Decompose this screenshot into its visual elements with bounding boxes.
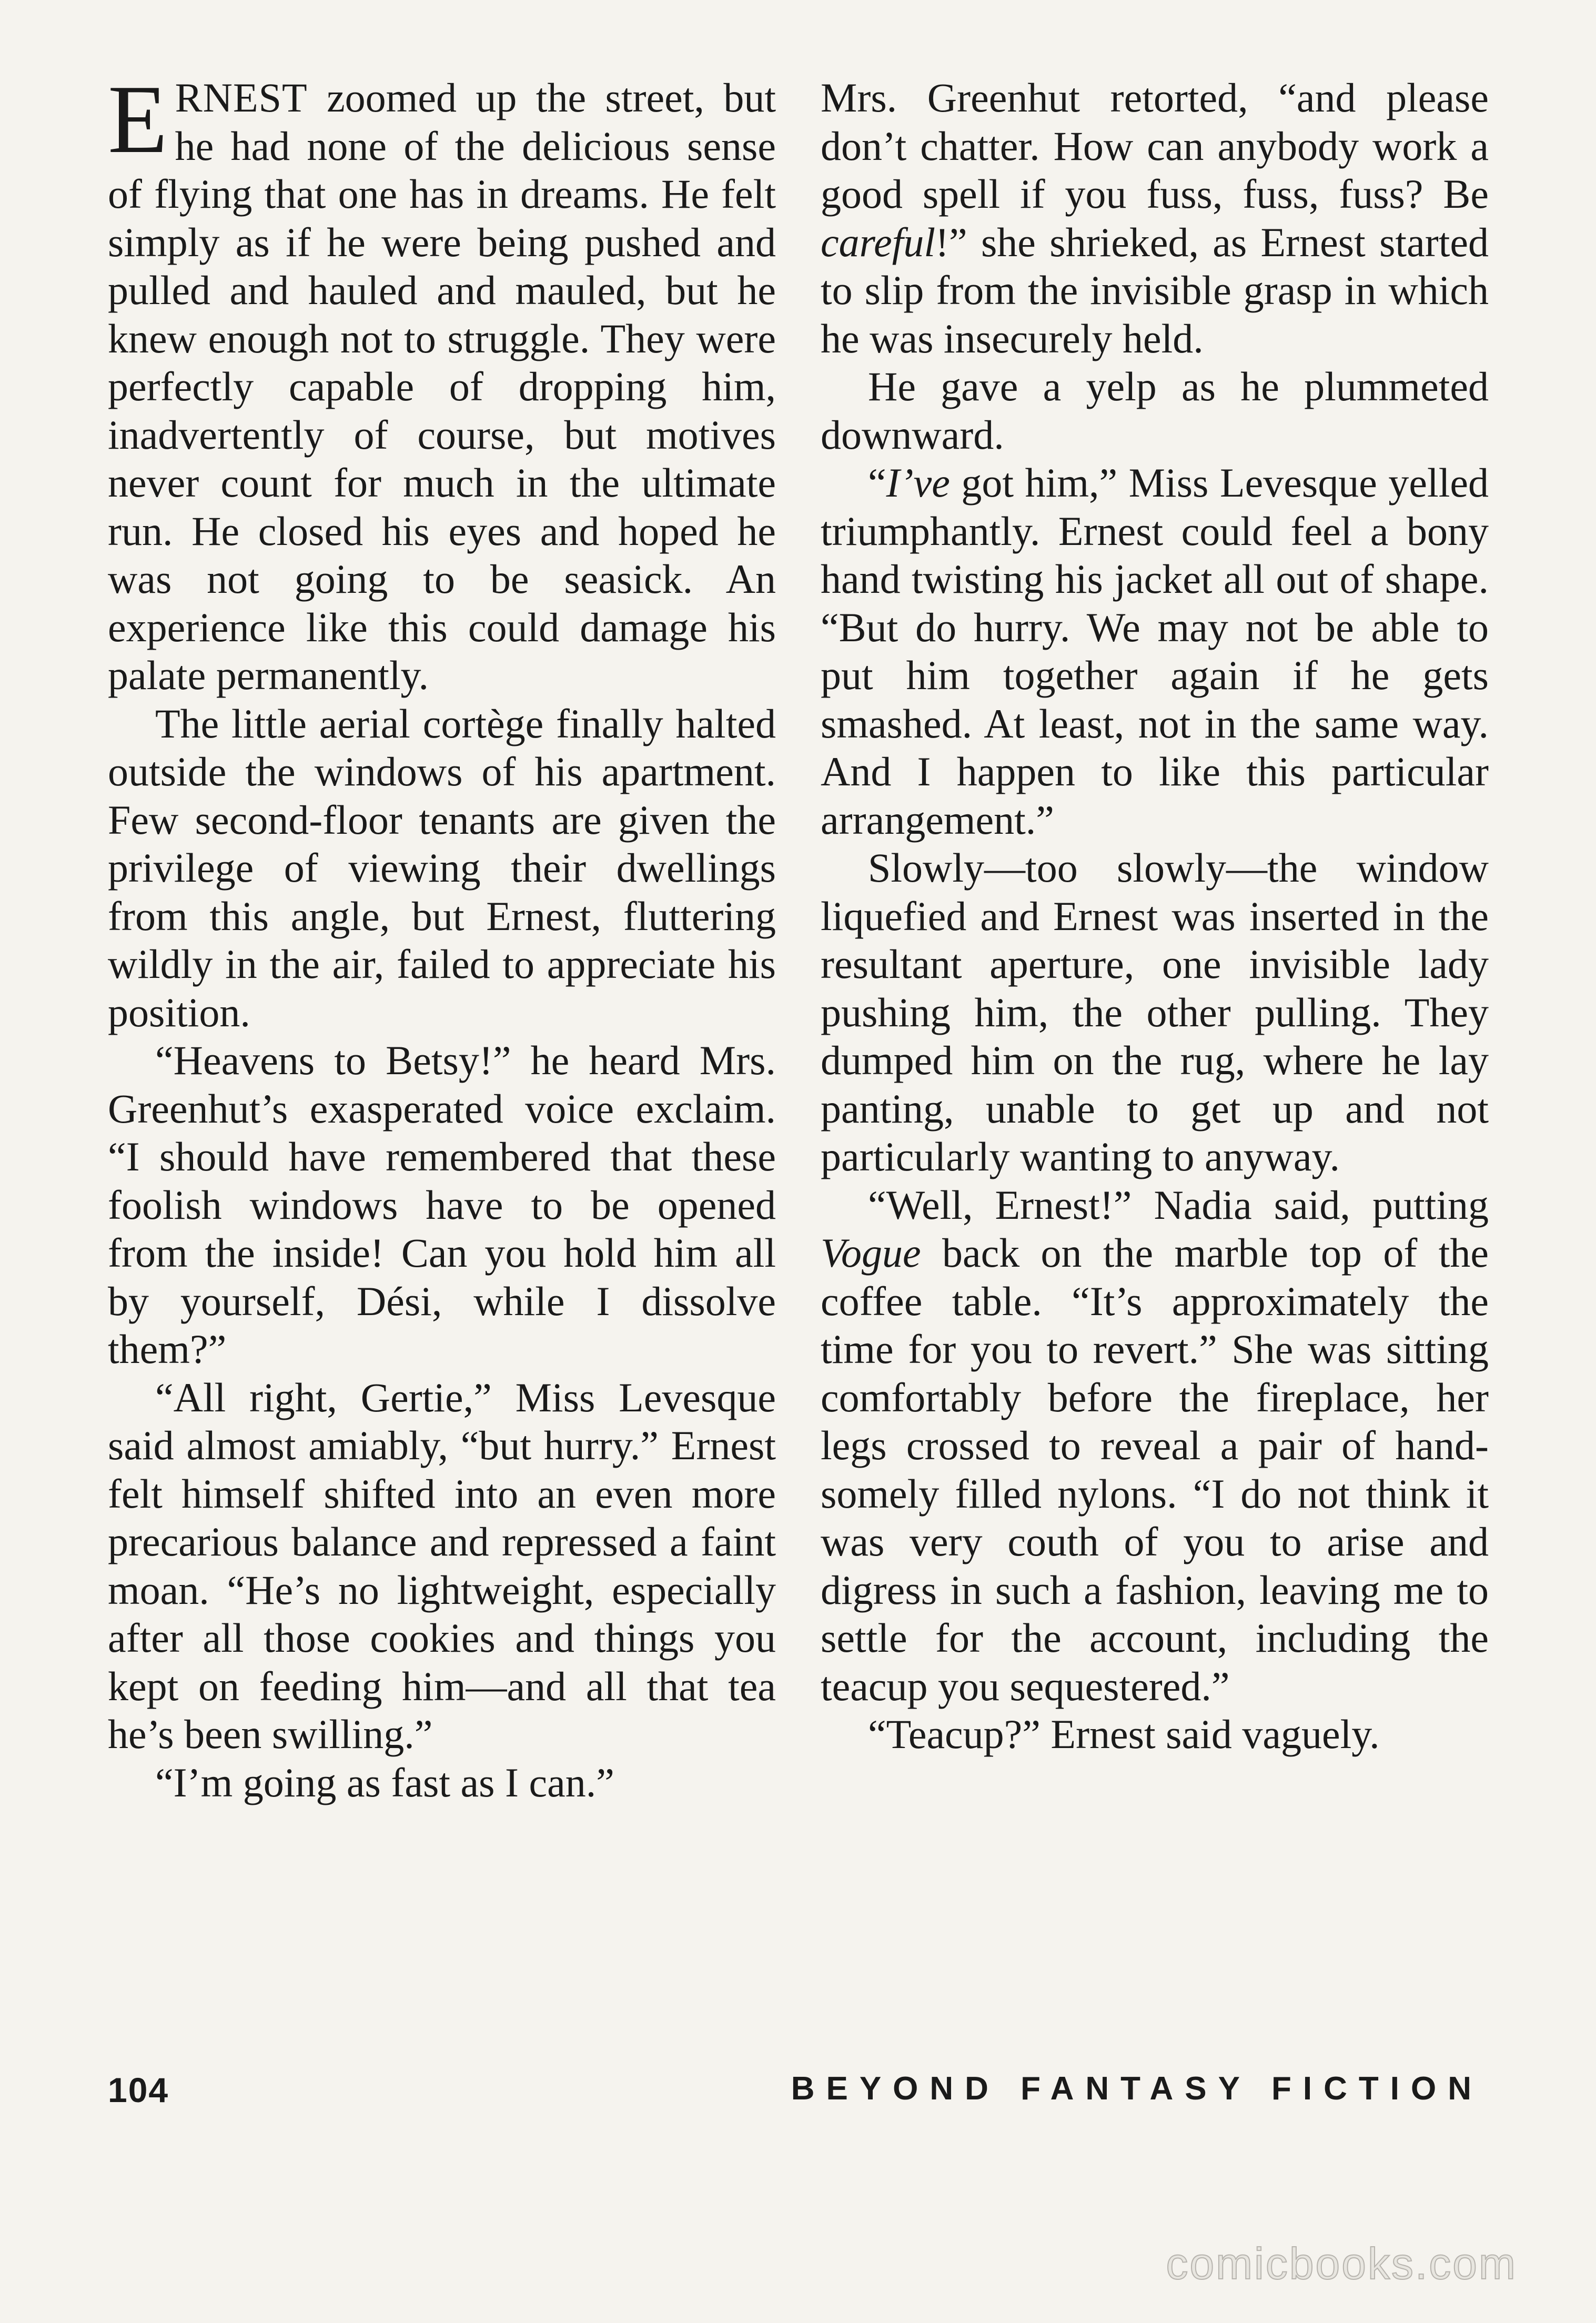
text-run: got him,” Miss Levesque yelled triumphantly. Ernest could feel a bony hand twisting his jacket all out of shape. “But do hurry. We may not be able to put him together again if he gets smashed. At least, not in the same way. And I happen to like this particular arrangement.”: [821, 460, 1489, 843]
watermark: comicbooks.com: [1166, 2239, 1517, 2288]
page-number: 104: [108, 2070, 169, 2109]
text-run: “: [868, 460, 886, 506]
opening-paragraph-text: zoomed up the street, but he had none of the delicious sense of flying that one has in dreams. He felt simply as if he were being pushed and pulled and hauled and mauled, but he knew enough not to struggle. They were perfectly capable of dropping him, inadvertently of course, but motives never count for much in the ultimate run. He closed his eyes and hoped he was not going to be seasick. An experience like this could damage his palate permanently.: [108, 75, 776, 698]
left-column: [108, 65, 776, 1806]
continued-paragraph: [821, 74, 1489, 362]
paragraph: “Heavens to Betsy!” he heard Mrs. Greenhut’s exasperated voice exclaim. “I should have remembered that these foolish windows have to be opened from the inside! Can you hold him all by yourself, Dési, while I dissolve them?”: [108, 1037, 776, 1372]
text-run: !” she shrieked, as Ernest started to slip from the invisible grasp in which he was insecurely held.: [821, 219, 1489, 361]
opening-paragraph: [108, 65, 776, 700]
opening-word: RNEST: [175, 75, 308, 120]
text-run: Mrs. Greenhut retorted, “and please don’t chatter. How can anybody work a good spell if you fuss, fuss, fuss? Be: [821, 75, 1489, 217]
running-title: BEYOND FANTASY FICTION: [791, 2070, 1483, 2107]
drop-cap: E: [108, 65, 168, 174]
paragraph: [821, 1181, 1489, 1711]
paragraph: Slowly—too slowly—the window liquefied and Ernest was inserted in the resultant aperture, one invisible lady pushing him, the other pulling. They dumped him on the rug, where he lay panting, unable to get up and not particularly wanting to anyway.: [821, 845, 1489, 1179]
magazine-title-italic: Vogue: [821, 1230, 921, 1276]
paragraph: He gave a yelp as he plummeted downward.: [821, 363, 1489, 458]
right-column: [821, 74, 1489, 1759]
italic-text: I’ve: [886, 460, 950, 506]
paragraph: “Teacup?” Ernest said vaguely.: [868, 1711, 1380, 1757]
text-run: “Well, Ernest!” Nadia said, putting: [868, 1181, 1489, 1228]
paragraph: “I’m going as fast as I can.”: [155, 1759, 614, 1805]
paragraph: “All right, Gertie,” Miss Levesque said almost amiably, “but hurry.” Ernest felt himself shifted into an even more precarious balance and repressed a faint moan. “He’s no lightweight, especially after all those cookies and things you kept on feeding him—and all that tea he’s been swilling.”: [108, 1374, 776, 1757]
italic-text: careful: [821, 219, 936, 265]
paragraph: [821, 459, 1489, 844]
text-run: back on the marble top of the coffee table. “It’s approximately the time for you to revert.” She was sitting comfortably before the fireplace, her legs crossed to reveal a pair of handsomely filled nylons. “I do not think it was very couth of you to arise and digress in such a fashion, leaving me to settle for the account, including the teacup you sequestered.”: [821, 1230, 1489, 1709]
paragraph: The little aerial cortège finally halted outside the windows of his apartment. Few second-floor tenants are given the privilege of viewing their dwellings from this angle, but Ernest, fluttering wildly in the air, failed to appreciate his position.: [108, 700, 776, 1035]
